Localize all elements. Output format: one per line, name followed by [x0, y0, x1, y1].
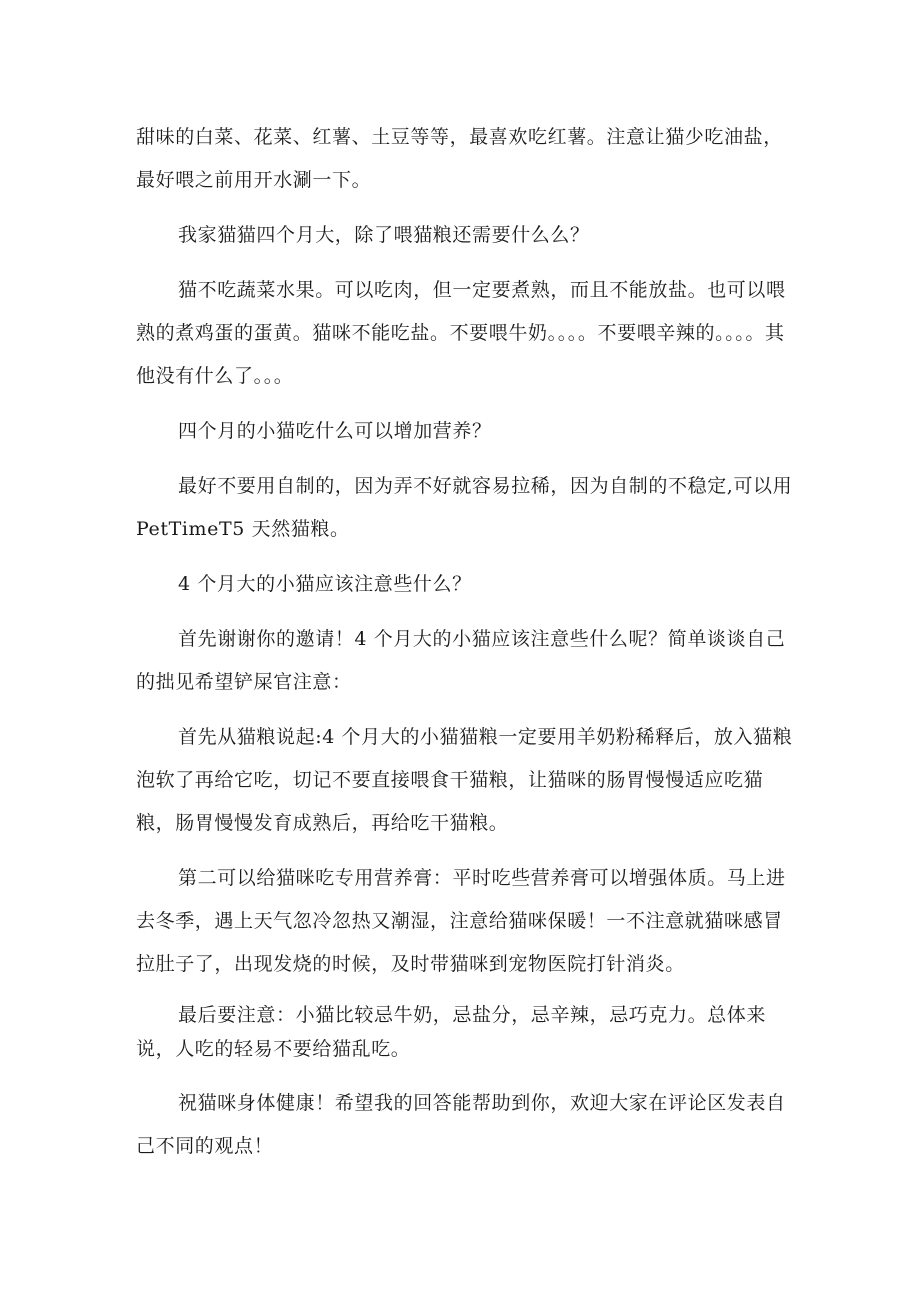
- paragraph-question: 四个月的小猫吃什么可以增加营养？: [178, 420, 492, 442]
- paragraph-answer: 最后要注意：小猫比较忌牛奶，忌盐分，忌辛辣，忌巧克力。总体来说，人吃的轻易不要给猫乱吃。: [136, 1004, 767, 1060]
- paragraph-answer: 祝猫咪身体健康！希望我的回答能帮助到你，欢迎大家在评论区发表自己不同的观点！: [136, 1092, 786, 1157]
- document-body: [136, 116, 800, 1180]
- paragraph-answer: 最好不要用自制的，因为弄不好就容易拉稀，因为自制的不稳定,可以用 PetTimeT5 天然猫粮。: [136, 475, 793, 540]
- paragraph-answer: 猫不吃蔬菜水果。可以吃肉，但一定要煮熟，而且不能放盐。也可以喂熟的煮鸡蛋的蛋黄。猫咪不能吃盐。不要喂牛奶。。。。不要喂辛辣的。。。。其他没有什么了。。。: [136, 279, 786, 387]
- paragraph-question: 我家猫猫四个月大，除了喂猫粮还需要什么么？: [178, 224, 590, 246]
- paragraph-answer: 首先从猫粮说起:4 个月大的小猫猫粮一定要用羊奶粉稀释后，放入猫粮泡软了再给它吃，切记不要直接喂食干猫粮，让猫咪的肠胃慢慢适应吃猫粮，肠胃慢慢发育成熟后，再给吃干猫粮。: [136, 726, 793, 834]
- paragraph-answer: 第二可以给猫咪吃专用营养膏：平时吃些营养膏可以增强体质。马上进去冬季，遇上天气忽冷忽热又潮湿，注意给猫咪保暖！一不注意就猫咪感冒拉肚子了，出现发烧的时候，及时带猫咪到宠物医院打针消炎。: [136, 867, 786, 975]
- paragraph-continuation: 甜味的白菜、花菜、红薯、土豆等等，最喜欢吃红薯。注意让猫少吃油盐，最好喂之前用开水涮一下。: [136, 126, 783, 191]
- paragraph-question: 4 个月大的小猫应该注意些什么？: [178, 573, 472, 595]
- paragraph-answer: 首先谢谢你的邀请！4 个月大的小猫应该注意些什么呢？简单谈谈自己的拙见希望铲屎官注意：: [136, 628, 786, 693]
